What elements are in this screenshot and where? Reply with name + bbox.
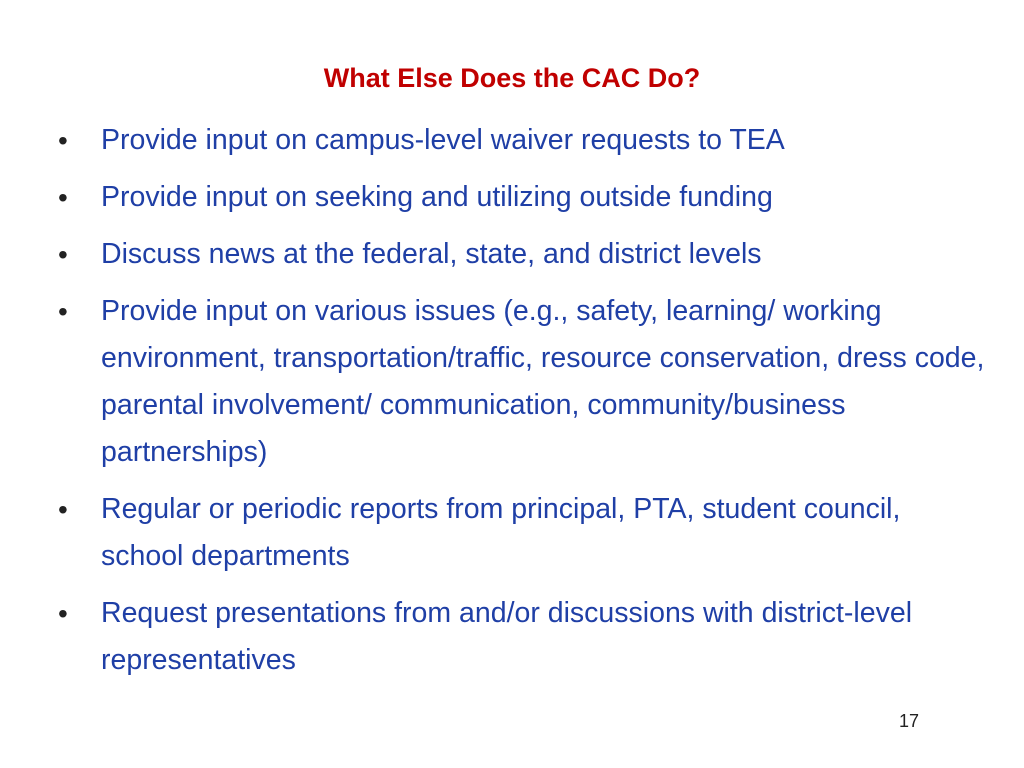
bullet-icon: • — [58, 239, 68, 270]
bullet-icon: • — [58, 182, 68, 213]
bullet-item — [58, 117, 988, 164]
bullet-item — [58, 486, 988, 580]
page-number: 17 — [899, 711, 920, 731]
bullet-icon: • — [58, 296, 68, 327]
bullet-item — [58, 288, 988, 476]
bullet-icon: • — [58, 125, 68, 156]
bullet-text: Provide input on seeking and utilizing outside funding — [101, 181, 773, 213]
bullet-icon: • — [58, 494, 68, 525]
bullet-item — [58, 174, 988, 221]
bullet-text: Discuss news at the federal, state, and district levels — [101, 238, 762, 270]
bullet-icon: • — [58, 598, 68, 629]
bullet-text: Provide input on various issues (e.g., safety, learning/ working environment, transportation/traffic, resource conservation, dress code, parental involvement/ communication, community/business partnerships) — [101, 295, 985, 468]
bullet-text: Provide input on campus-level waiver requests to TEA — [101, 124, 785, 156]
bullet-list — [58, 117, 988, 694]
bullet-text: Regular or periodic reports from principal, PTA, student council, school departments — [101, 493, 901, 572]
bullet-text: Request presentations from and/or discussions with district-level representatives — [101, 597, 913, 676]
bullet-item — [58, 231, 988, 278]
slide-title: What Else Does the CAC Do? — [323, 63, 701, 93]
bullet-item — [58, 590, 988, 684]
